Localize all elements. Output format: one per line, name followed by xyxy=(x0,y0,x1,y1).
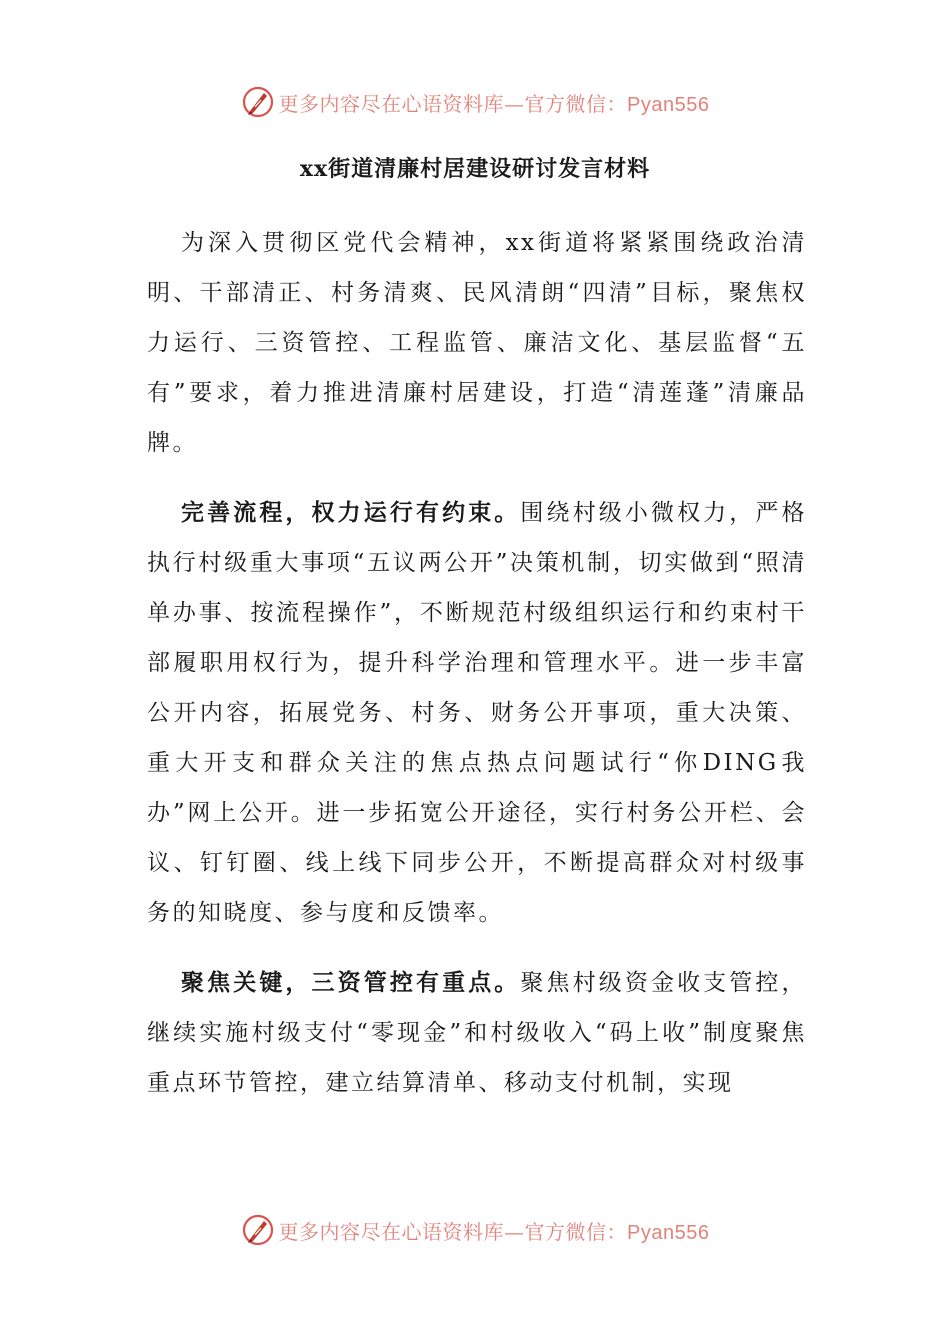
wechat-id: Pyan556 xyxy=(627,1221,710,1244)
section-heading: 聚焦关键，三资管控有重点。 xyxy=(181,969,521,996)
quill-pen-logo-icon xyxy=(241,1213,275,1247)
document-title: xx街道清廉村居建设研讨发言材料 xyxy=(299,156,651,182)
section-text: 聚焦村级资金收支管控，继续实施村级支付“零现金”和村级收入“码上收”制度聚焦重点环节管控，建立结算清单、移动支付机制，实现 xyxy=(147,970,808,1096)
section-text: 围绕村级小微权力，严格执行村级重大事项“五议两公开”决策机制，切实做到“照清单办事、按流程操作”，不断规范村级组织运行和约束村干部履职用权行为，提升科学治理和管理水平。进一步丰富公开内容，拓展党务、村务、财务公开事项，重大决策、重大开支和群众关注的焦点热点问题试行“你DING我办”网上公开。进一步拓宽公开途径，实行村务公开栏、会议、钉钉圈、线上线下同步公开，不断提高群众对村级事务的知晓度、参与度和反馈率。 xyxy=(147,500,808,926)
banner-text xyxy=(279,1216,710,1245)
document-body xyxy=(147,218,807,1128)
wechat-id: Pyan556 xyxy=(627,93,710,116)
header-banner xyxy=(0,82,950,122)
section-heading: 完善流程，权力运行有约束。 xyxy=(181,499,521,526)
section-paragraph-1 xyxy=(147,488,807,938)
intro-paragraph: 为深入贯彻区党代会精神，xx街道将紧紧围绕政治清明、干部清正、村务清爽、民风清朗“四清”目标，聚焦权力运行、三资管控、工程监管、廉洁文化、基层监督“五有”要求，着力推进清廉村居建设，打造“清莲蓬”清廉品牌。 xyxy=(147,230,807,456)
footer-banner xyxy=(0,1210,950,1250)
banner-slogan: 更多内容尽在心语资料库—官方微信： xyxy=(278,1219,628,1244)
section-paragraph-2 xyxy=(147,958,807,1108)
quill-pen-logo-icon xyxy=(241,85,275,119)
banner-slogan: 更多内容尽在心语资料库—官方微信： xyxy=(278,91,628,116)
banner-text xyxy=(279,88,710,117)
